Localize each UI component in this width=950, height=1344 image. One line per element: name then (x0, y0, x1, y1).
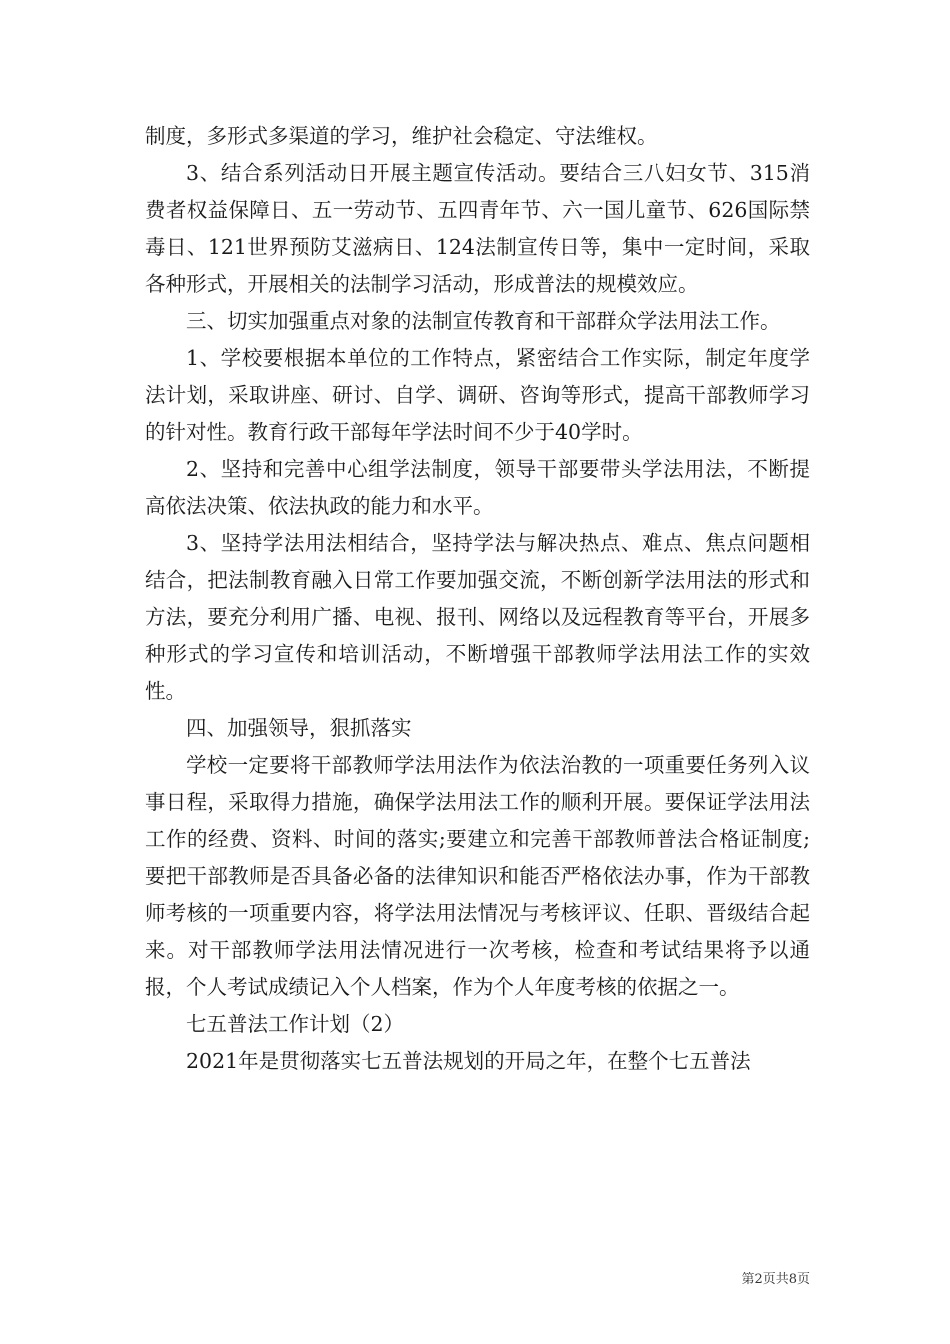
paragraph-item-1-school-plan: 1、学校要根据本单位的工作特点，紧密结合工作实际，制定年度学法计划，采取讲座、研讨、自学、调研、咨询等形式，提高干部教师学习的针对性。教育行政干部每年学法时间不少于40学时。 (145, 346, 810, 444)
document-subtitle: 七五普法工作计划（2） (186, 1012, 405, 1036)
page-number-footer: 第2页共8页 (741, 1272, 810, 1287)
paragraph-item-3-theme-activities: 3、结合系列活动日开展主题宣传活动。要结合三八妇女节、315消费者权益保障日、五一劳动节、五四青年节、六一国儿童节、626国际禁毒日、121世界预防艾滋病日、124法制宣传日等，集中一定时间，采取各种形式，开展相关的法制学习活动，形成普法的规模效应。 (145, 161, 810, 296)
section-heading-four: 四、加强领导，狠抓落实 (186, 716, 412, 740)
paragraph-item-3-combine-study: 3、坚持学法用法相结合，坚持学法与解决热点、难点、焦点问题相结合，把法制教育融入日常工作要加强交流，不断创新学法用法的形式和方法，要充分利用广播、电视、报刊、网络以及远程教育等平台，开展多种形式的学习宣传和培训活动，不断增强干部教师学法用法工作的实效性。 (145, 531, 810, 703)
paragraph-continuation: 制度，多形式多渠道的学习，维护社会稳定、守法维权。 (145, 124, 658, 148)
paragraph-intro-2021: 2021年是贯彻落实七五普法规划的开局之年，在整个七五普法 (186, 1049, 751, 1073)
paragraph-leadership: 学校一定要将干部教师学法用法作为依法治教的一项重要任务列入议事日程，采取得力措施，确保学法用法工作的顺利开展。要保证学法用法工作的经费、资料、时间的落实;要建立和完善干部教师普法合格证制度;要把干部教师是否具备必备的法律知识和能否严格依法办事，作为干部教师考核的一项重要内容，将学法用法情况与考核评议、任职、晋级结合起来。对干部教师学法用法情况进行一次考核，检查和考试结果将予以通报，个人考试成绩记入个人档案，作为个人年度考核的依据之一。 (145, 753, 810, 999)
document-body (145, 118, 810, 1080)
section-heading-three: 三、切实加强重点对象的法制宣传教育和干部群众学法用法工作。 (186, 309, 781, 333)
paragraph-item-2-central-group: 2、坚持和完善中心组学法制度，领导干部要带头学法用法，不断提高依法决策、依法执政的能力和水平。 (145, 457, 810, 518)
